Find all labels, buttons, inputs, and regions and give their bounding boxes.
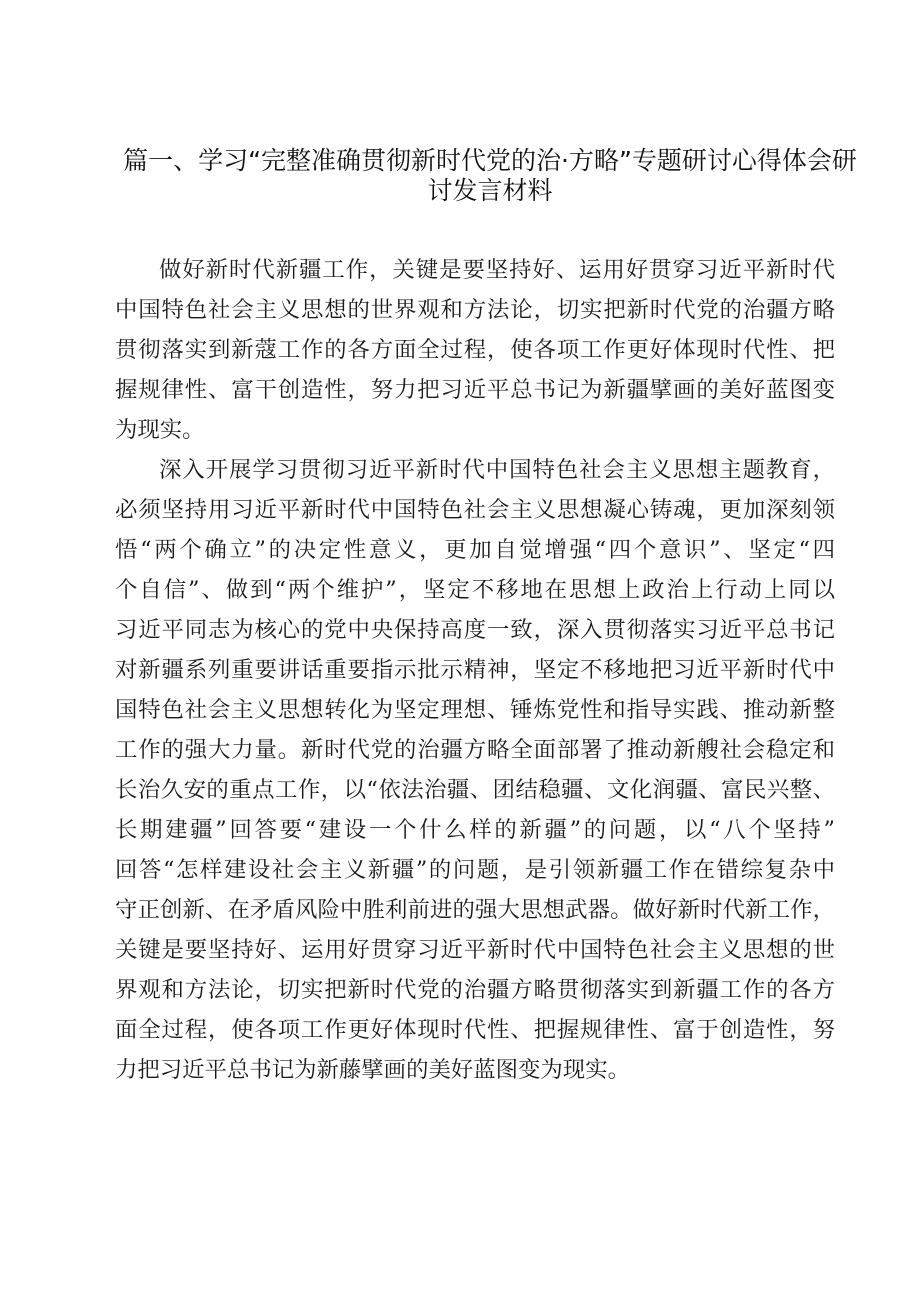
paragraph-2-line: 长治久安的重点工作，以“依法治疆、团结稳疆、文化润疆、富民兴整、: [115, 777, 835, 803]
paragraph-2-line: 界观和方法论，切实把新时代党的治疆方略贯彻落实到新疆工作的各方: [115, 977, 835, 1003]
document-title-line-2: 讨发言材料: [427, 176, 553, 205]
paragraph-2-line: 面全过程，使各项工作更好体现时代性、把握规律性、富于创造性，努: [115, 1017, 835, 1043]
paragraph-1-line: 做好新时代新疆工作，关键是要坚持好、运用好贯穿习近平新时代: [159, 257, 835, 283]
paragraph-2-line: 对新疆系列重要讲话重要指示批示精神，坚定不移地把习近平新时代中: [115, 657, 835, 683]
paragraph-2-line: 长期建疆”回答要“建设一个什么样的新疆”的问题，以“八个坚持”: [115, 817, 835, 843]
paragraph-1-line: 贯彻落实到新蔻工作的各方面全过程，使各项工作更好体现时代性、把: [115, 337, 835, 363]
paragraph-2-line: 关键是要坚持好、运用好贯穿习近平新时代中国特色社会主义思想的世: [115, 937, 835, 963]
paragraph-2-line: 习近平同志为核心的党中央保持高度一致，深入贯彻落实习近平总书记: [115, 617, 835, 643]
paragraph-1-line: 为现实。: [115, 417, 205, 443]
paragraph-1-line: 握规律性、富干创造性，努力把习近平总书记为新疆擘画的美好蓝图变: [115, 377, 835, 403]
paragraph-2-line: 深入开展学习贯彻习近平新时代中国特色社会主义思想主题教育，: [159, 457, 835, 483]
paragraph-2-line: 工作的强大力量。新时代党的治疆方略全面部署了推动新艘社会稳定和: [115, 737, 835, 763]
paragraph-2-line: 必须坚持用习近平新时代中国特色社会主义思想凝心铸魂，更加深刻领: [115, 497, 835, 523]
document-title-line-1: 篇一、学习“完整准确贯彻新时代党的治·方略”专题研讨心得体会研: [123, 146, 857, 175]
paragraph-1-line: 中国特色社会主义思想的世界观和方法论，切实把新时代党的治疆方略: [115, 297, 835, 323]
paragraph-2-line: 回答“怎样建设社会主义新疆”的问题，是引领新疆工作在错综复杂中: [115, 857, 835, 883]
paragraph-2-line: 国特色社会主义思想转化为坚定理想、锤炼党性和指导实践、推动新整: [115, 697, 835, 723]
paragraph-2-line: 个自信”、做到“两个维护”，坚定不移地在思想上政治上行动上同以: [115, 577, 835, 603]
paragraph-2-line: 悟“两个确立”的决定性意义，更加自觉增强“四个意识”、坚定“四: [115, 537, 835, 563]
paragraph-2-line: 力把习近平总书记为新藤擘画的美好蓝图变为现实。: [115, 1057, 630, 1083]
paragraph-2-line: 守正创新、在矛盾风险中胜利前进的强大思想武器。做好新时代新工作，: [115, 897, 835, 923]
